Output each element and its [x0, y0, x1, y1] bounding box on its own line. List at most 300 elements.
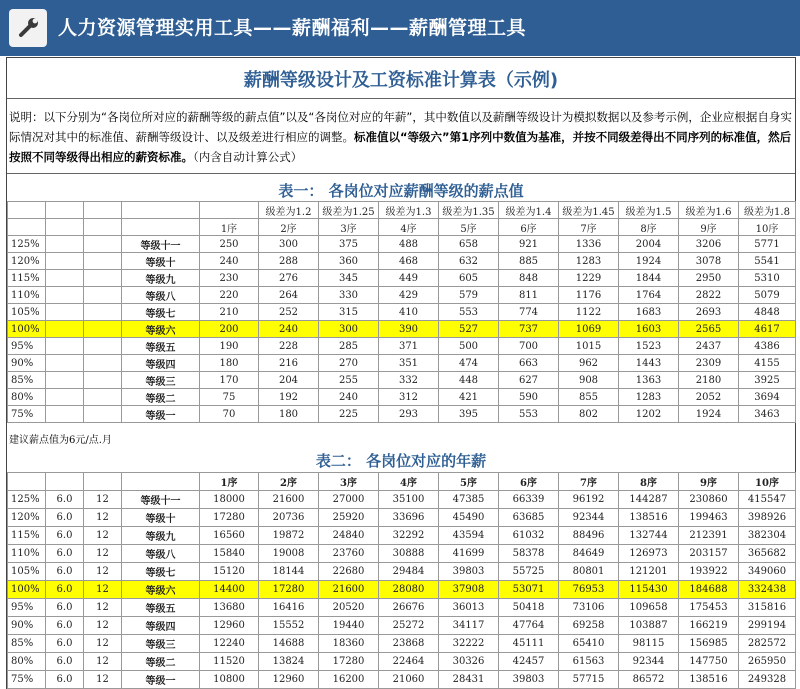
value-cell: 88496 [559, 527, 619, 545]
value-cell: 23868 [379, 635, 439, 653]
empty-cell [84, 287, 122, 304]
value-cell: 138516 [619, 509, 679, 527]
value-cell: 20520 [319, 599, 379, 617]
table-row [8, 406, 796, 423]
point-value-cell: 6.0 [46, 635, 84, 653]
level-cell: 等级三 [122, 635, 200, 653]
value-cell: 37908 [439, 581, 499, 599]
table-row [8, 671, 796, 689]
empty-cell [84, 270, 122, 287]
value-cell: 632 [439, 253, 499, 270]
value-cell: 193922 [679, 563, 739, 581]
level-cell: 等级九 [122, 527, 200, 545]
sequence-header: 6序 [499, 219, 559, 236]
value-cell: 312 [379, 389, 439, 406]
level-cell: 等级六 [122, 581, 200, 599]
point-value-cell: 6.0 [46, 509, 84, 527]
table1-header-grade-row [8, 202, 796, 219]
value-cell: 1283 [559, 253, 619, 270]
value-cell: 36013 [439, 599, 499, 617]
value-cell: 12240 [200, 635, 259, 653]
value-cell: 32222 [439, 635, 499, 653]
value-cell: 55725 [499, 563, 559, 581]
value-cell: 1122 [559, 304, 619, 321]
ratio-cell: 80% [8, 653, 46, 671]
value-cell: 39803 [439, 563, 499, 581]
value-cell: 57715 [559, 671, 619, 689]
value-cell: 421 [439, 389, 499, 406]
level-cell: 等级一 [122, 671, 200, 689]
ratio-cell: 100% [8, 321, 46, 338]
ratio-cell: 85% [8, 372, 46, 389]
app-header [0, 0, 800, 56]
value-cell: 1924 [619, 253, 679, 270]
empty-cell [84, 338, 122, 355]
sequence-header: 6序 [499, 473, 559, 491]
months-cell: 12 [84, 563, 122, 581]
value-cell: 250 [200, 236, 259, 253]
empty-cell [46, 372, 84, 389]
value-cell: 293 [379, 406, 439, 423]
value-cell: 1069 [559, 321, 619, 338]
document-title: 薪酬等级设计及工资标准计算表（示例) [243, 70, 559, 91]
value-cell: 2004 [619, 236, 679, 253]
ratio-cell: 110% [8, 287, 46, 304]
value-cell: 11520 [200, 653, 259, 671]
table-row [8, 253, 796, 270]
sequence-header: 2序 [259, 473, 319, 491]
empty-cell [84, 389, 122, 406]
empty-cell [46, 270, 84, 287]
value-cell: 962 [559, 355, 619, 372]
point-value-cell: 6.0 [46, 581, 84, 599]
value-cell: 700 [499, 338, 559, 355]
value-cell: 204 [259, 372, 319, 389]
value-cell: 109658 [619, 599, 679, 617]
value-cell: 5541 [739, 253, 796, 270]
empty-cell [8, 202, 46, 219]
table-row [8, 491, 796, 509]
value-cell: 282572 [739, 635, 796, 653]
sequence-header: 2序 [259, 219, 319, 236]
level-cell: 等级十一 [122, 491, 200, 509]
value-cell: 351 [379, 355, 439, 372]
value-cell: 1683 [619, 304, 679, 321]
empty-cell [84, 236, 122, 253]
value-cell: 73106 [559, 599, 619, 617]
value-cell: 468 [379, 253, 439, 270]
table1-caption: 表一： 各岗位对应薪酬等级的薪点值 [278, 182, 524, 200]
value-cell: 240 [319, 389, 379, 406]
value-cell: 1764 [619, 287, 679, 304]
empty-cell [84, 202, 122, 219]
value-cell: 27000 [319, 491, 379, 509]
value-cell: 605 [439, 270, 499, 287]
value-cell: 25272 [379, 617, 439, 635]
value-cell: 330 [319, 287, 379, 304]
value-cell: 14400 [200, 581, 259, 599]
value-cell: 144287 [619, 491, 679, 509]
level-cell: 等级八 [122, 287, 200, 304]
ratio-cell: 95% [8, 338, 46, 355]
value-cell: 3463 [739, 406, 796, 423]
value-cell: 58378 [499, 545, 559, 563]
value-cell: 10800 [200, 671, 259, 689]
description-bold: 标准值以“等级六”第1序列中数值为基准，并按不同级差得出不同序列的标准值，然后按照不同等级得出相应的薪资标准。 [9, 130, 792, 164]
point-value-cell: 6.0 [46, 671, 84, 689]
sequence-header: 8序 [619, 473, 679, 491]
value-cell: 3078 [679, 253, 739, 270]
level-cell: 等级五 [122, 599, 200, 617]
months-cell: 12 [84, 671, 122, 689]
value-cell: 553 [439, 304, 499, 321]
table-row [8, 527, 796, 545]
value-cell: 66339 [499, 491, 559, 509]
table-row [8, 321, 796, 338]
table-row [8, 304, 796, 321]
value-cell: 92344 [559, 509, 619, 527]
value-cell: 199463 [679, 509, 739, 527]
value-cell: 255 [319, 372, 379, 389]
value-cell: 1443 [619, 355, 679, 372]
empty-cell [84, 473, 122, 491]
value-cell: 45111 [499, 635, 559, 653]
table-row [8, 355, 796, 372]
months-cell: 12 [84, 509, 122, 527]
value-cell: 276 [259, 270, 319, 287]
empty-cell [46, 473, 84, 491]
value-cell: 230 [200, 270, 259, 287]
value-cell: 166219 [679, 617, 739, 635]
value-cell: 21600 [259, 491, 319, 509]
empty-cell [46, 321, 84, 338]
value-cell: 2437 [679, 338, 739, 355]
value-cell: 33696 [379, 509, 439, 527]
point-value-cell: 6.0 [46, 617, 84, 635]
value-cell: 658 [439, 236, 499, 253]
level-cell: 等级六 [122, 321, 200, 338]
value-cell: 16200 [319, 671, 379, 689]
point-value-cell: 6.0 [46, 545, 84, 563]
table-row [8, 389, 796, 406]
empty-cell [46, 236, 84, 253]
value-cell: 21060 [379, 671, 439, 689]
level-cell: 等级十一 [122, 236, 200, 253]
point-value-cell: 6.0 [46, 653, 84, 671]
table-row [8, 653, 796, 671]
value-cell: 5310 [739, 270, 796, 287]
value-cell: 190 [200, 338, 259, 355]
empty-cell [84, 304, 122, 321]
value-cell: 28080 [379, 581, 439, 599]
empty-cell [200, 202, 259, 219]
table-row [8, 563, 796, 581]
level-cell: 等级一 [122, 406, 200, 423]
divider [7, 98, 795, 99]
value-cell: 449 [379, 270, 439, 287]
value-cell: 315 [319, 304, 379, 321]
empty-cell [46, 202, 84, 219]
table-row [8, 599, 796, 617]
sequence-header: 7序 [559, 473, 619, 491]
empty-cell [46, 389, 84, 406]
months-cell: 12 [84, 581, 122, 599]
sequence-header: 8序 [619, 219, 679, 236]
sequence-header: 7序 [559, 219, 619, 236]
wrench-icon [9, 9, 47, 47]
value-cell: 1924 [679, 406, 739, 423]
table-row [8, 372, 796, 389]
level-cell: 等级二 [122, 653, 200, 671]
value-cell: 252 [259, 304, 319, 321]
value-cell: 360 [319, 253, 379, 270]
value-cell: 14688 [259, 635, 319, 653]
value-cell: 210 [200, 304, 259, 321]
ratio-cell: 115% [8, 527, 46, 545]
value-cell: 126973 [619, 545, 679, 563]
sequence-header: 5序 [439, 219, 499, 236]
value-cell: 382304 [739, 527, 796, 545]
value-cell: 96192 [559, 491, 619, 509]
value-cell: 23760 [319, 545, 379, 563]
table-row [8, 338, 796, 355]
empty-cell [84, 355, 122, 372]
value-cell: 12960 [200, 617, 259, 635]
level-cell: 等级二 [122, 389, 200, 406]
value-cell: 264 [259, 287, 319, 304]
level-cell: 等级四 [122, 617, 200, 635]
value-cell: 53071 [499, 581, 559, 599]
empty-cell [46, 253, 84, 270]
value-cell: 21600 [319, 581, 379, 599]
document-panel [6, 57, 796, 689]
value-cell: 20736 [259, 509, 319, 527]
value-cell: 16560 [200, 527, 259, 545]
ratio-cell: 90% [8, 617, 46, 635]
value-cell: 1229 [559, 270, 619, 287]
value-cell: 216 [259, 355, 319, 372]
empty-cell [84, 321, 122, 338]
value-cell: 121201 [619, 563, 679, 581]
sequence-header: 4序 [379, 219, 439, 236]
value-cell: 18360 [319, 635, 379, 653]
value-cell: 474 [439, 355, 499, 372]
value-cell: 220 [200, 287, 259, 304]
value-cell: 663 [499, 355, 559, 372]
empty-cell [46, 406, 84, 423]
value-cell: 1523 [619, 338, 679, 355]
value-cell: 230860 [679, 491, 739, 509]
sequence-header: 3序 [319, 473, 379, 491]
value-cell: 921 [499, 236, 559, 253]
ratio-cell: 105% [8, 304, 46, 321]
value-cell: 1844 [619, 270, 679, 287]
level-cell: 等级七 [122, 304, 200, 321]
value-cell: 180 [259, 406, 319, 423]
value-cell: 300 [259, 236, 319, 253]
value-cell: 75 [200, 389, 259, 406]
value-cell: 1336 [559, 236, 619, 253]
table-row [8, 635, 796, 653]
months-cell: 12 [84, 491, 122, 509]
value-cell: 63685 [499, 509, 559, 527]
value-cell: 76953 [559, 581, 619, 599]
months-cell: 12 [84, 617, 122, 635]
ratio-cell: 75% [8, 406, 46, 423]
empty-cell [84, 219, 122, 236]
value-cell: 855 [559, 389, 619, 406]
ratio-cell: 120% [8, 509, 46, 527]
table-row [8, 270, 796, 287]
value-cell: 5771 [739, 236, 796, 253]
value-cell: 39803 [499, 671, 559, 689]
value-cell: 410 [379, 304, 439, 321]
ratio-cell: 90% [8, 355, 46, 372]
value-cell: 18000 [200, 491, 259, 509]
value-cell: 30888 [379, 545, 439, 563]
ratio-cell: 85% [8, 635, 46, 653]
ratio-cell: 95% [8, 599, 46, 617]
value-cell: 553 [499, 406, 559, 423]
ratio-cell: 80% [8, 389, 46, 406]
table1-salary-points [7, 201, 796, 423]
value-cell: 3925 [739, 372, 796, 389]
empty-cell [46, 287, 84, 304]
value-cell: 15840 [200, 545, 259, 563]
value-cell: 1603 [619, 321, 679, 338]
value-cell: 170 [200, 372, 259, 389]
value-cell: 180 [200, 355, 259, 372]
value-cell: 848 [499, 270, 559, 287]
grade-step-header: 级差为1.25 [319, 202, 379, 219]
level-cell: 等级十 [122, 509, 200, 527]
value-cell: 811 [499, 287, 559, 304]
sequence-header: 10序 [739, 219, 796, 236]
value-cell: 288 [259, 253, 319, 270]
value-cell: 371 [379, 338, 439, 355]
value-cell: 527 [439, 321, 499, 338]
app-title: 人力资源管理实用工具——薪酬福利——薪酬管理工具 [58, 17, 527, 39]
value-cell: 365682 [739, 545, 796, 563]
value-cell: 13824 [259, 653, 319, 671]
value-cell: 2309 [679, 355, 739, 372]
value-cell: 19872 [259, 527, 319, 545]
value-cell: 345 [319, 270, 379, 287]
value-cell: 4848 [739, 304, 796, 321]
sequence-header: 3序 [319, 219, 379, 236]
value-cell: 315816 [739, 599, 796, 617]
value-cell: 42457 [499, 653, 559, 671]
value-cell: 32292 [379, 527, 439, 545]
value-cell: 103887 [619, 617, 679, 635]
value-cell: 3206 [679, 236, 739, 253]
table-row [8, 545, 796, 563]
grade-step-header: 级差为1.45 [559, 202, 619, 219]
value-cell: 29484 [379, 563, 439, 581]
value-cell: 1015 [559, 338, 619, 355]
value-cell: 92344 [619, 653, 679, 671]
value-cell: 34117 [439, 617, 499, 635]
point-value-cell: 6.0 [46, 527, 84, 545]
value-cell: 138516 [679, 671, 739, 689]
grade-step-header: 级差为1.35 [439, 202, 499, 219]
value-cell: 22680 [319, 563, 379, 581]
value-cell: 41699 [439, 545, 499, 563]
level-cell: 等级八 [122, 545, 200, 563]
empty-cell [46, 304, 84, 321]
value-cell: 17280 [319, 653, 379, 671]
divider [7, 173, 795, 174]
table-row [8, 509, 796, 527]
value-cell: 47385 [439, 491, 499, 509]
value-cell: 35100 [379, 491, 439, 509]
value-cell: 1283 [619, 389, 679, 406]
value-cell: 61032 [499, 527, 559, 545]
table-row [8, 581, 796, 599]
sequence-header: 9序 [679, 219, 739, 236]
value-cell: 285 [319, 338, 379, 355]
months-cell: 12 [84, 635, 122, 653]
value-cell: 47764 [499, 617, 559, 635]
value-cell: 2950 [679, 270, 739, 287]
sequence-header: 5序 [439, 473, 499, 491]
value-cell: 3694 [739, 389, 796, 406]
grade-step-header: 级差为1.5 [619, 202, 679, 219]
value-cell: 45490 [439, 509, 499, 527]
months-cell: 12 [84, 527, 122, 545]
grade-step-header: 级差为1.8 [739, 202, 796, 219]
value-cell: 375 [319, 236, 379, 253]
value-cell: 579 [439, 287, 499, 304]
sequence-header: 1序 [200, 473, 259, 491]
months-cell: 12 [84, 599, 122, 617]
value-cell: 4617 [739, 321, 796, 338]
value-cell: 1176 [559, 287, 619, 304]
value-cell: 19008 [259, 545, 319, 563]
value-cell: 16416 [259, 599, 319, 617]
value-cell: 175453 [679, 599, 739, 617]
table-row [8, 617, 796, 635]
value-cell: 70 [200, 406, 259, 423]
ratio-cell: 125% [8, 236, 46, 253]
value-cell: 802 [559, 406, 619, 423]
ratio-cell: 110% [8, 545, 46, 563]
value-cell: 332438 [739, 581, 796, 599]
table-row [8, 287, 796, 304]
value-cell: 429 [379, 287, 439, 304]
months-cell: 12 [84, 653, 122, 671]
value-cell: 240 [259, 321, 319, 338]
value-cell: 115430 [619, 581, 679, 599]
empty-cell [46, 338, 84, 355]
grade-step-header: 级差为1.3 [379, 202, 439, 219]
value-cell: 908 [559, 372, 619, 389]
ratio-cell: 125% [8, 491, 46, 509]
level-cell: 等级三 [122, 372, 200, 389]
value-cell: 12960 [259, 671, 319, 689]
value-cell: 2052 [679, 389, 739, 406]
value-cell: 22464 [379, 653, 439, 671]
value-cell: 299194 [739, 617, 796, 635]
value-cell: 15552 [259, 617, 319, 635]
value-cell: 86572 [619, 671, 679, 689]
months-cell: 12 [84, 545, 122, 563]
value-cell: 156985 [679, 635, 739, 653]
value-cell: 132744 [619, 527, 679, 545]
grade-step-header: 级差为1.4 [499, 202, 559, 219]
sequence-header: 10序 [739, 473, 796, 491]
value-cell: 2693 [679, 304, 739, 321]
